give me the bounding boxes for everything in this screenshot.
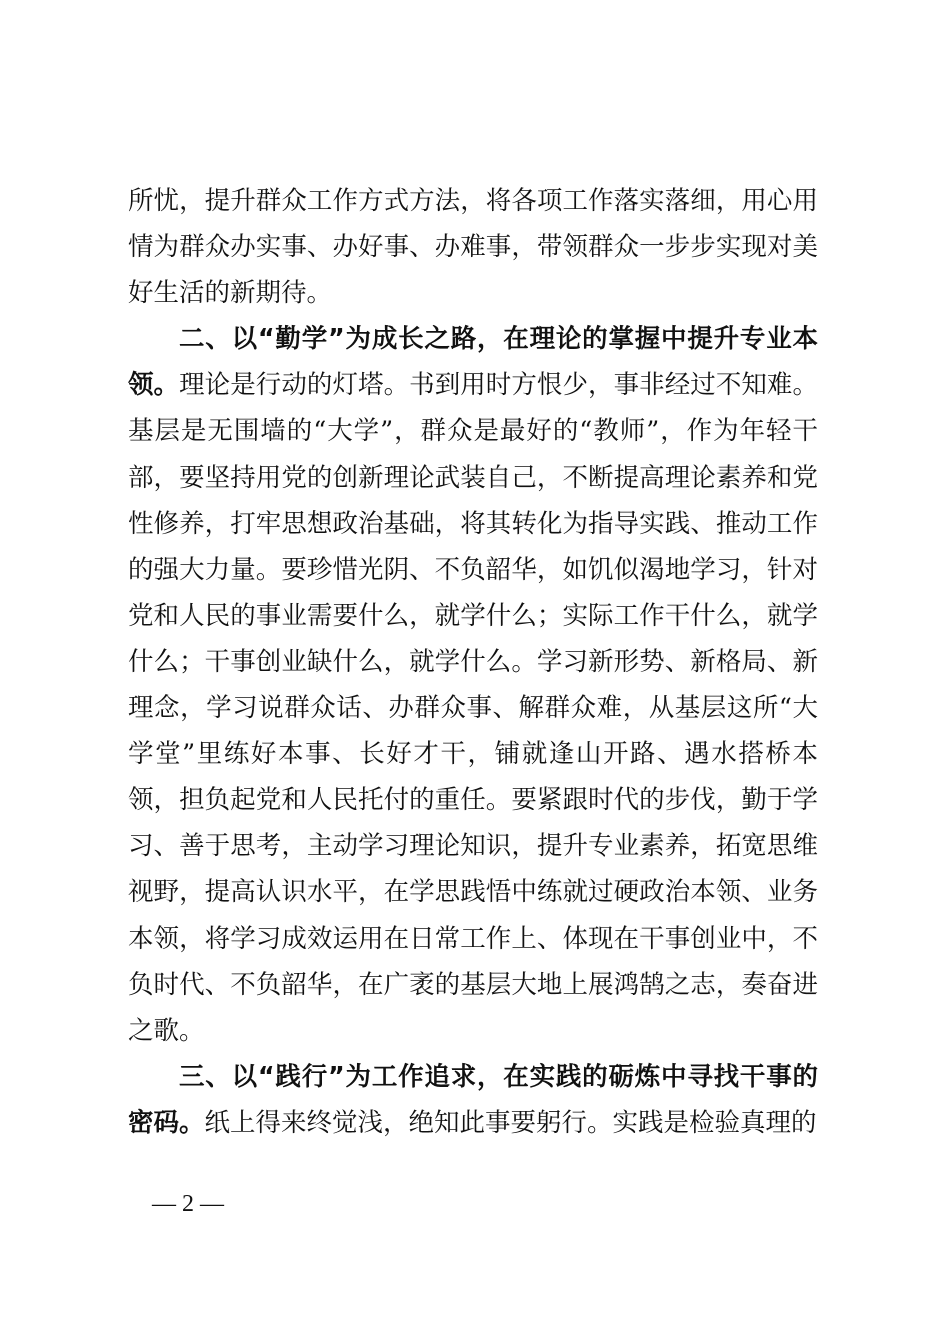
page-number: — 2 — <box>152 1191 224 1217</box>
paragraph-text: 纸上得来终觉浅，绝知此事要躬行。实践是检验真理的 <box>204 1107 817 1138</box>
paragraph-section-three <box>128 1054 818 1146</box>
paragraph-continuation <box>128 178 818 316</box>
section-heading: 三、以“践行”为工作追求，在实践的砺炼中寻找干事的密码。 <box>128 1061 818 1138</box>
body-text <box>128 178 818 1146</box>
paragraph-section-two <box>128 316 818 1054</box>
paragraph-text: 所忧，提升群众工作方式方法，将各项工作落实落细，用心用情为群众办实事、办好事、办难事，带领群众一步步实现对美好生活的新期待。 <box>128 186 818 309</box>
paragraph-text: 理论是行动的灯塔。书到用时方恨少，事非经过不知难。基层是无围墙的“大学”，群众是最好的“教师”，作为年轻干部，要坚持用党的创新理论武装自己，不断提高理论素养和党性修养，打牢思想政治基础，将其转化为指导实践、推动工作的强大力量。要珍惜光阴、不负韶华，如饥似渴地学习，针对党和人民的事业需要什么，就学什么；实际工作干什么，就学什么；干事创业缺什么，就学什么。学习新形势、新格局、新理念，学习说群众话、办群众事、解群众难，从基层这所“大学堂”里练好本事、长好才干，铺就逢山开路、遇水搭桥本领，担负起党和人民托付的重任。要紧跟时代的步伐，勤于学习、善于思考，主动学习理论知识，提升专业素养，拓宽思维视野，提高认识水平，在学思践悟中练就过硬政治本领、业务本领，将学习成效运用在日常工作上、体现在干事创业中，不负时代、不负韶华，在广袤的基层大地上展鸿鹄之志，奏奋进之歌。 <box>128 370 818 1046</box>
section-heading: 二、以“勤学”为成长之路，在理论的掌握中提升专业本领。 <box>128 324 818 401</box>
